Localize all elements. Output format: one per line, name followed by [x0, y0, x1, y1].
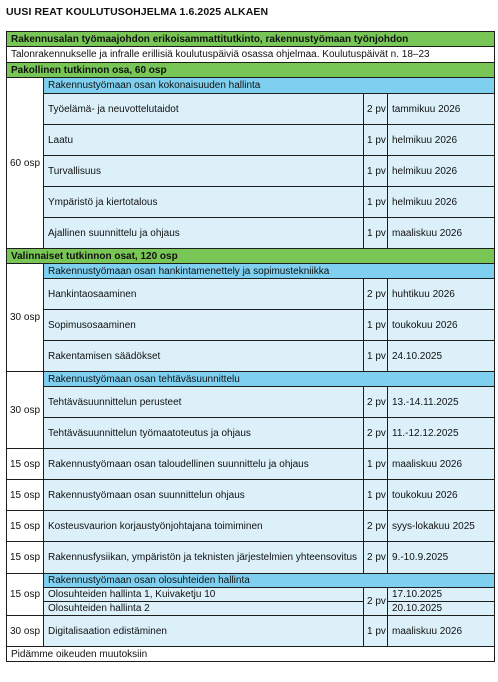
optional-section-header: Valinnaiset tutkinnon osat, 120 osp [7, 249, 495, 264]
course-date: 24.10.2025 [388, 341, 495, 372]
course-date: huhtikuu 2026 [388, 279, 495, 310]
module-header: Rakennustyömaan osan hankintamenettely ja sopimustekniikka [44, 264, 495, 279]
course-name: Työelämä- ja neuvottelutaidot [44, 94, 364, 125]
course-date: 13.-14.11.2025 [388, 387, 495, 418]
course-name: Laatu [44, 125, 364, 156]
credits-cell: 60 osp [7, 78, 44, 249]
mandatory-section-header: Pakollinen tutkinnon osa, 60 osp [7, 63, 495, 78]
course-name: Tehtäväsuunnittelun työmaatoteutus ja ohjaus [44, 418, 364, 449]
course-name: Rakennustyömaan osan suunnittelun ohjaus [44, 480, 364, 511]
course-days: 1 pv [364, 310, 388, 341]
course-name: Hankintaosaaminen [44, 279, 364, 310]
module-header: Rakennustyömaan osan kokonaisuuden hallinta [44, 78, 495, 94]
course-name: Kosteusvaurion korjaustyönjohtajana toimiminen [44, 511, 364, 542]
course-days: 2 pv [364, 588, 388, 616]
course-date: maaliskuu 2026 [388, 449, 495, 480]
course-name: Olosuhteiden hallinta 1, Kuivaketju 10 [44, 588, 364, 602]
module-header: Rakennustyömaan osan tehtäväsuunnittelu [44, 372, 495, 387]
course-date: helmikuu 2026 [388, 187, 495, 218]
course-days: 2 pv [364, 279, 388, 310]
course-date: 11.-12.12.2025 [388, 418, 495, 449]
course-name: Olosuhteiden hallinta 2 [44, 602, 364, 616]
course-name: Rakentamisen säädökset [44, 341, 364, 372]
degree-note: Talonrakennukselle ja infralle erillisiä koulutuspäiviä osassa ohjelmaa. Koulutuspäivät n. 18–23 [7, 47, 495, 63]
course-days: 1 pv [364, 125, 388, 156]
credits-cell: 15 osp [7, 574, 44, 616]
course-date: syys-lokakuu 2025 [388, 511, 495, 542]
course-name: Turvallisuus [44, 156, 364, 187]
course-days: 1 pv [364, 341, 388, 372]
course-date: maaliskuu 2026 [388, 616, 495, 647]
course-date: tammikuu 2026 [388, 94, 495, 125]
course-name: Ympäristö ja kiertotalous [44, 187, 364, 218]
course-date: helmikuu 2026 [388, 156, 495, 187]
course-name: Sopimusosaaminen [44, 310, 364, 341]
course-name: Rakennusfysiikan, ympäristön ja teknisten järjestelmien yhteensovitus [44, 542, 364, 574]
training-schedule-table [6, 31, 495, 662]
course-days: 2 pv [364, 418, 388, 449]
course-days: 1 pv [364, 156, 388, 187]
credits-cell: 30 osp [7, 372, 44, 449]
course-days: 1 pv [364, 218, 388, 249]
course-name: Tehtäväsuunnittelun perusteet [44, 387, 364, 418]
credits-cell: 30 osp [7, 616, 44, 647]
course-name: Ajallinen suunnittelu ja ohjaus [44, 218, 364, 249]
course-date: 20.10.2025 [388, 602, 495, 616]
course-date: helmikuu 2026 [388, 125, 495, 156]
course-name: Digitalisaation edistäminen [44, 616, 364, 647]
course-date: 9.-10.9.2025 [388, 542, 495, 574]
page-title: UUSI REAT KOULUTUSOHJELMA 1.6.2025 ALKAEN [6, 6, 269, 18]
module-header: Rakennustyömaan osan olosuhteiden hallinta [44, 574, 495, 588]
degree-header: Rakennusalan työmaajohdon erikoisammattitutkinto, rakennustyömaan työnjohdon [7, 32, 495, 47]
credits-cell: 15 osp [7, 511, 44, 542]
course-days: 1 pv [364, 187, 388, 218]
course-days: 1 pv [364, 616, 388, 647]
course-days: 1 pv [364, 449, 388, 480]
credits-cell: 15 osp [7, 449, 44, 480]
course-days: 2 pv [364, 511, 388, 542]
course-date: maaliskuu 2026 [388, 218, 495, 249]
course-days: 2 pv [364, 387, 388, 418]
credits-cell: 15 osp [7, 480, 44, 511]
footer-note: Pidämme oikeuden muutoksiin [7, 647, 495, 662]
course-days: 1 pv [364, 480, 388, 511]
course-days: 2 pv [364, 94, 388, 125]
course-date: toukokuu 2026 [388, 480, 495, 511]
course-name: Rakennustyömaan osan taloudellinen suunnittelu ja ohjaus [44, 449, 364, 480]
course-days: 2 pv [364, 542, 388, 574]
course-date: toukokuu 2026 [388, 310, 495, 341]
credits-cell: 30 osp [7, 264, 44, 372]
credits-cell: 15 osp [7, 542, 44, 574]
course-date: 17.10.2025 [388, 588, 495, 602]
